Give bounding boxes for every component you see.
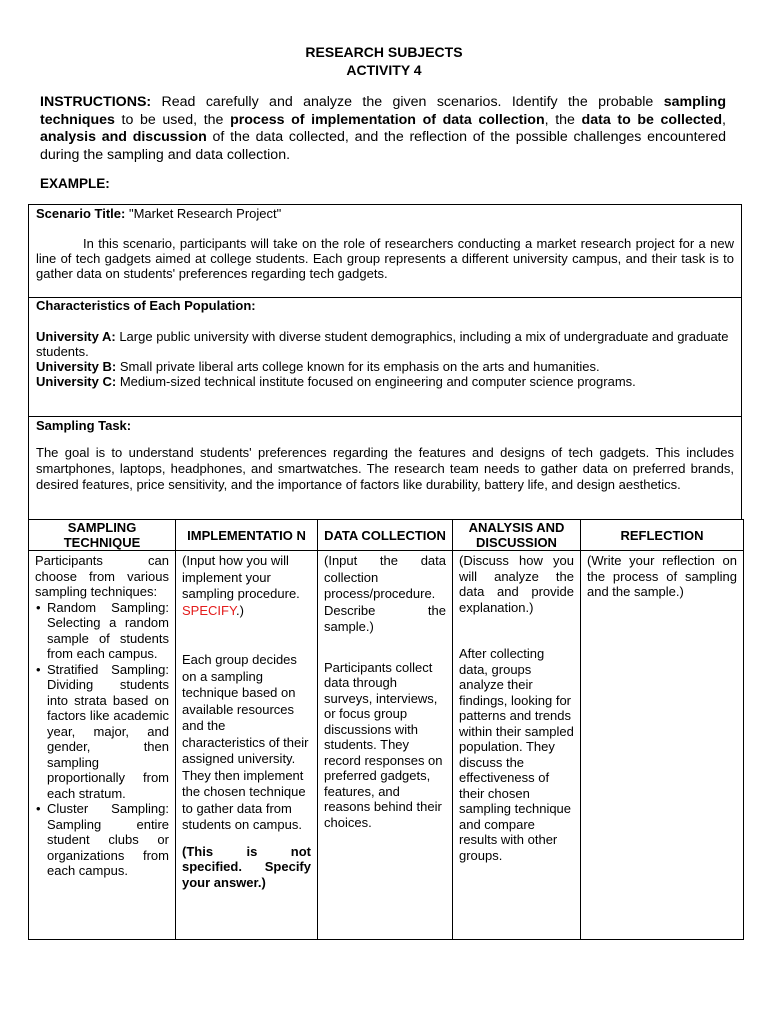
document-subtitle: ACTIVITY 4 bbox=[346, 62, 422, 78]
implementation-prompt-text: .) bbox=[235, 602, 244, 618]
implementation-prompt bbox=[182, 553, 311, 619]
sampling-intro: Participants can choose from various sampling techniques: bbox=[35, 553, 169, 599]
analysis-body: After collecting data, groups analyze their findings, looking for patterns and trends within their sampled population. They discuss the effectiveness of their chosen sampling technique and compare results with other groups. bbox=[459, 646, 574, 863]
instructions-label: INSTRUCTIONS: bbox=[40, 94, 152, 110]
reflection-prompt: (Write your reflection on the process of sampling and the sample.) bbox=[587, 553, 737, 599]
list-item: • Random Sampling: Selecting a random sample of students from each campus. bbox=[47, 600, 169, 662]
population-item-text: Medium-sized technical institute focused on engineering and computer science programs. bbox=[116, 374, 636, 389]
implementation-body: Each group decides on a sampling technique based on available resources and the characteristics of their assigned university. They then implement the chosen technique to gather data from students on campus. bbox=[182, 652, 309, 832]
population-item-text: Small private liberal arts college known for its emphasis on the arts and humanities. bbox=[116, 359, 600, 374]
header-sampling-technique: SAMPLING TECHNIQUE bbox=[29, 520, 176, 551]
implementation-prompt-text: (Input how you will implement your sampling procedure. bbox=[182, 553, 300, 601]
instructions-text: Read carefully and analyze the given scenarios. Identify the probable bbox=[151, 94, 664, 110]
scenario-title-line bbox=[36, 206, 734, 221]
instructions-text: to be used, the bbox=[114, 111, 231, 128]
instructions-paragraph bbox=[40, 94, 726, 164]
population-item-a bbox=[36, 329, 734, 359]
list-item: • Stratified Sampling: Dividing students into strata based on factors like academic year, major, and gender, then sampling proportionally from each stratum. bbox=[47, 662, 169, 802]
scenario-title: "Market Research Project" bbox=[125, 206, 282, 221]
header-analysis-discussion: ANALYSIS AND DISCUSSION bbox=[453, 520, 581, 551]
sampling-list bbox=[35, 600, 169, 879]
scenario-body: In this scenario, participants will take on the role of researchers conducting a market research project for a new line of tech gadgets aimed at college students. Each group represents a different university campus, and their task is to gather data on students' preferences regarding tech gadgets. bbox=[36, 236, 734, 281]
data-collection-body: Participants collect data through surveys, interviews, or focus group discussions with students. They record responses on preferred gadgets, features, and reasons behind their choices. bbox=[324, 659, 443, 830]
cell-sampling-technique bbox=[29, 551, 176, 940]
instructions-text: of the data collected, and the reflection of the possible challenges encountered during the sampling and data collection. bbox=[40, 129, 726, 163]
sampling-task-box bbox=[28, 416, 742, 520]
table-row bbox=[29, 551, 744, 940]
sampling-task-body: The goal is to understand students' preferences regarding the features and designs of tech gadgets. This includes smartphones, laptops, headphones, and smartwatches. The research team needs to gather data on preferred brands, desired features, price sensitivity, and the importance of factors like durability, battery life, and design aesthetics. bbox=[36, 445, 734, 492]
table-header-row bbox=[29, 520, 744, 551]
sampling-task-heading: Sampling Task: bbox=[36, 418, 132, 433]
document-title: RESEARCH SUBJECTS bbox=[305, 44, 463, 60]
analysis-prompt: (Discuss how you will analyze the data and provide explanation.) bbox=[459, 553, 574, 615]
scenario-title-label: Scenario Title: bbox=[36, 206, 126, 221]
instructions-bold-text: data to be collected bbox=[581, 111, 723, 128]
instructions-bold-text: process of implementation of data collection bbox=[230, 111, 545, 128]
cell-analysis-discussion bbox=[453, 551, 581, 940]
list-item: • Cluster Sampling: Sampling entire student clubs or organizations from each campus. bbox=[47, 801, 169, 879]
population-item-label: University C: bbox=[36, 374, 117, 389]
header-reflection: REFLECTION bbox=[581, 520, 744, 551]
cell-implementation bbox=[176, 551, 318, 940]
instructions-bold-text: analysis and discussion bbox=[40, 129, 207, 145]
population-item-c bbox=[36, 374, 734, 389]
instructions-text: , the bbox=[544, 111, 582, 128]
population-box bbox=[28, 297, 742, 417]
header-implementation: IMPLEMENTATIO N bbox=[176, 520, 318, 551]
example-label: EXAMPLE: bbox=[40, 176, 110, 191]
population-item-b bbox=[36, 359, 734, 374]
specify-label: SPECIFY bbox=[182, 602, 236, 618]
population-item-label: University B: bbox=[36, 359, 117, 374]
activity-table bbox=[28, 519, 744, 940]
cell-data-collection bbox=[318, 551, 453, 940]
population-item-label: University A: bbox=[36, 329, 116, 344]
instructions-bold-text: sampling techniques bbox=[40, 94, 726, 128]
instructions-text: , bbox=[722, 111, 726, 128]
scenario-box bbox=[28, 204, 742, 298]
population-item-text: Large public university with diverse student demographics, including a mix of undergraduate and graduate students. bbox=[36, 329, 729, 359]
data-collection-prompt: (Input the data collection process/procedure. Describe the sample.) bbox=[324, 553, 446, 634]
population-heading: Characteristics of Each Population: bbox=[36, 298, 256, 313]
implementation-note: (This is not specified. Specify your answer.) bbox=[182, 843, 311, 890]
header-data-collection: DATA COLLECTION bbox=[318, 520, 453, 551]
cell-reflection bbox=[581, 551, 744, 940]
